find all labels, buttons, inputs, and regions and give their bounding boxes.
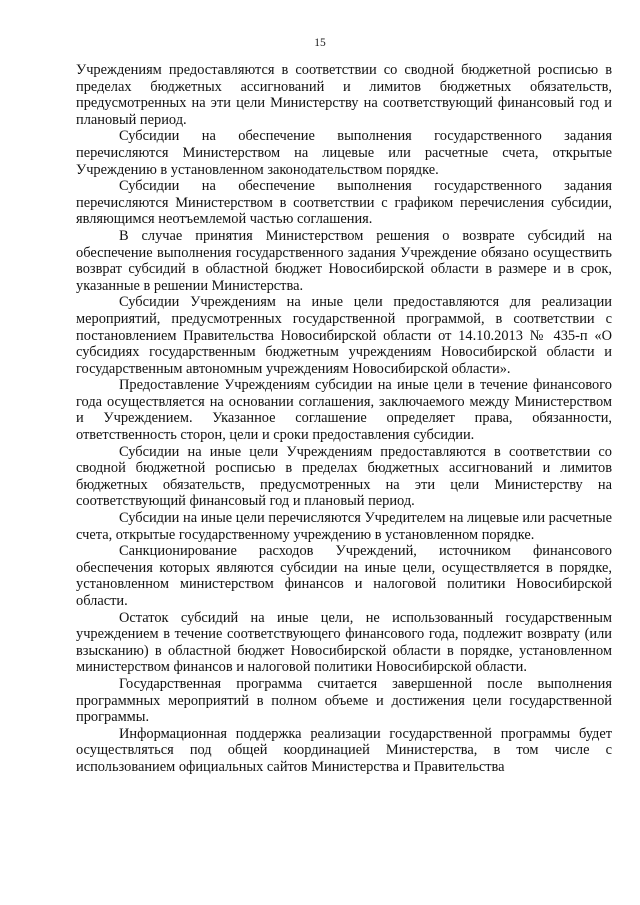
paragraph-subsidy-transfer-schedule: Субсидии на обеспечение выполнения государственного задания перечисляются Министерством в соответствии с графиком перечисления субсидии, являющимся неотъемлемой частью соглашения. bbox=[76, 178, 612, 228]
paragraph-budget-allocation: Субсидии на иные цели Учреждениям предоставляются в соответствии со сводной бюджетной росписью в пределах бюджетных ассигнований и лимитов бюджетных обязательств, предусмотренных на эти цели Министерству на соответствующий финансовый год и плановый период. bbox=[76, 443, 612, 510]
paragraph-continuation: Учреждениям предоставляются в соответствии со сводной бюджетной росписью в пределах бюджетных ассигнований и лимитов бюджетных обязательств, предусмотренных на эти цели Министерству на соответствующий финансовый год и плановый период. bbox=[76, 62, 612, 128]
paragraph-founder-transfer: Субсидии на иные цели перечисляются Учредителем на лицевые или расчетные счета, открытые государственному учреждению в установленном порядке. bbox=[76, 510, 612, 543]
page-number: 15 bbox=[314, 37, 326, 49]
paragraph-subsidy-return: В случае принятия Министерством решения о возврате субсидий на обеспечение выполнения государственного задания Учреждение обязано осуществить возврат субсидий в областной бюджет Новосибирской области в размере и в срок, указанные в решении Министерства. bbox=[76, 227, 612, 294]
body-text bbox=[76, 62, 612, 776]
paragraph-unused-balance: Остаток субсидий на иные цели, не использованный государственным учреждением в течение соответствующего финансового года, подлежит возврату (или взысканию) в областной бюджет Новосибирской области в порядке, установленном министерством финансов и налоговой политики Новосибирской области. bbox=[76, 609, 612, 676]
paragraph-expense-authorization: Санкционирование расходов Учреждений, источником финансового обеспечения которых являются субсидии на иные цели, осуществляется в порядке, установленном министерством финансов и налоговой политики Новосибирской области. bbox=[76, 543, 612, 609]
paragraph-information-support: Информационная поддержка реализации государственной программы будет осуществляться под общей координацией Министерства, в том числе с использованием официальных сайтов Министерства и Правительства bbox=[76, 725, 612, 775]
paragraph-subsidy-transfer-accounts: Субсидии на обеспечение выполнения государственного задания перечисляются Министерством на лицевые или расчетные счета, открытые Учреждению в установленном законодательством порядке. bbox=[76, 128, 612, 178]
paragraph-agreement: Предоставление Учреждениям субсидии на иные цели в течение финансового года осуществляется на основании соглашения, заключаемого между Министерством и Учреждением. Указанное соглашение определяет права, обязанности, ответственность сторон, цели и сроки предоставления субсидии. bbox=[76, 377, 612, 444]
paragraph-other-purpose-subsidies: Субсидии Учреждениям на иные цели предоставляются для реализации мероприятий, предусмотренных государственной программой, в соответствии с постановлением Правительства Новосибирской области от 14.10.2013 № 435-п «О субсидиях государственным бюджетным учреждениям Новосибирской области и государственным автономным учреждениям Новосибирской области». bbox=[76, 294, 612, 377]
paragraph-program-completion: Государственная программа считается завершенной после выполнения программных мероприятий в полном объеме и достижения цели государственной программы. bbox=[76, 675, 612, 726]
